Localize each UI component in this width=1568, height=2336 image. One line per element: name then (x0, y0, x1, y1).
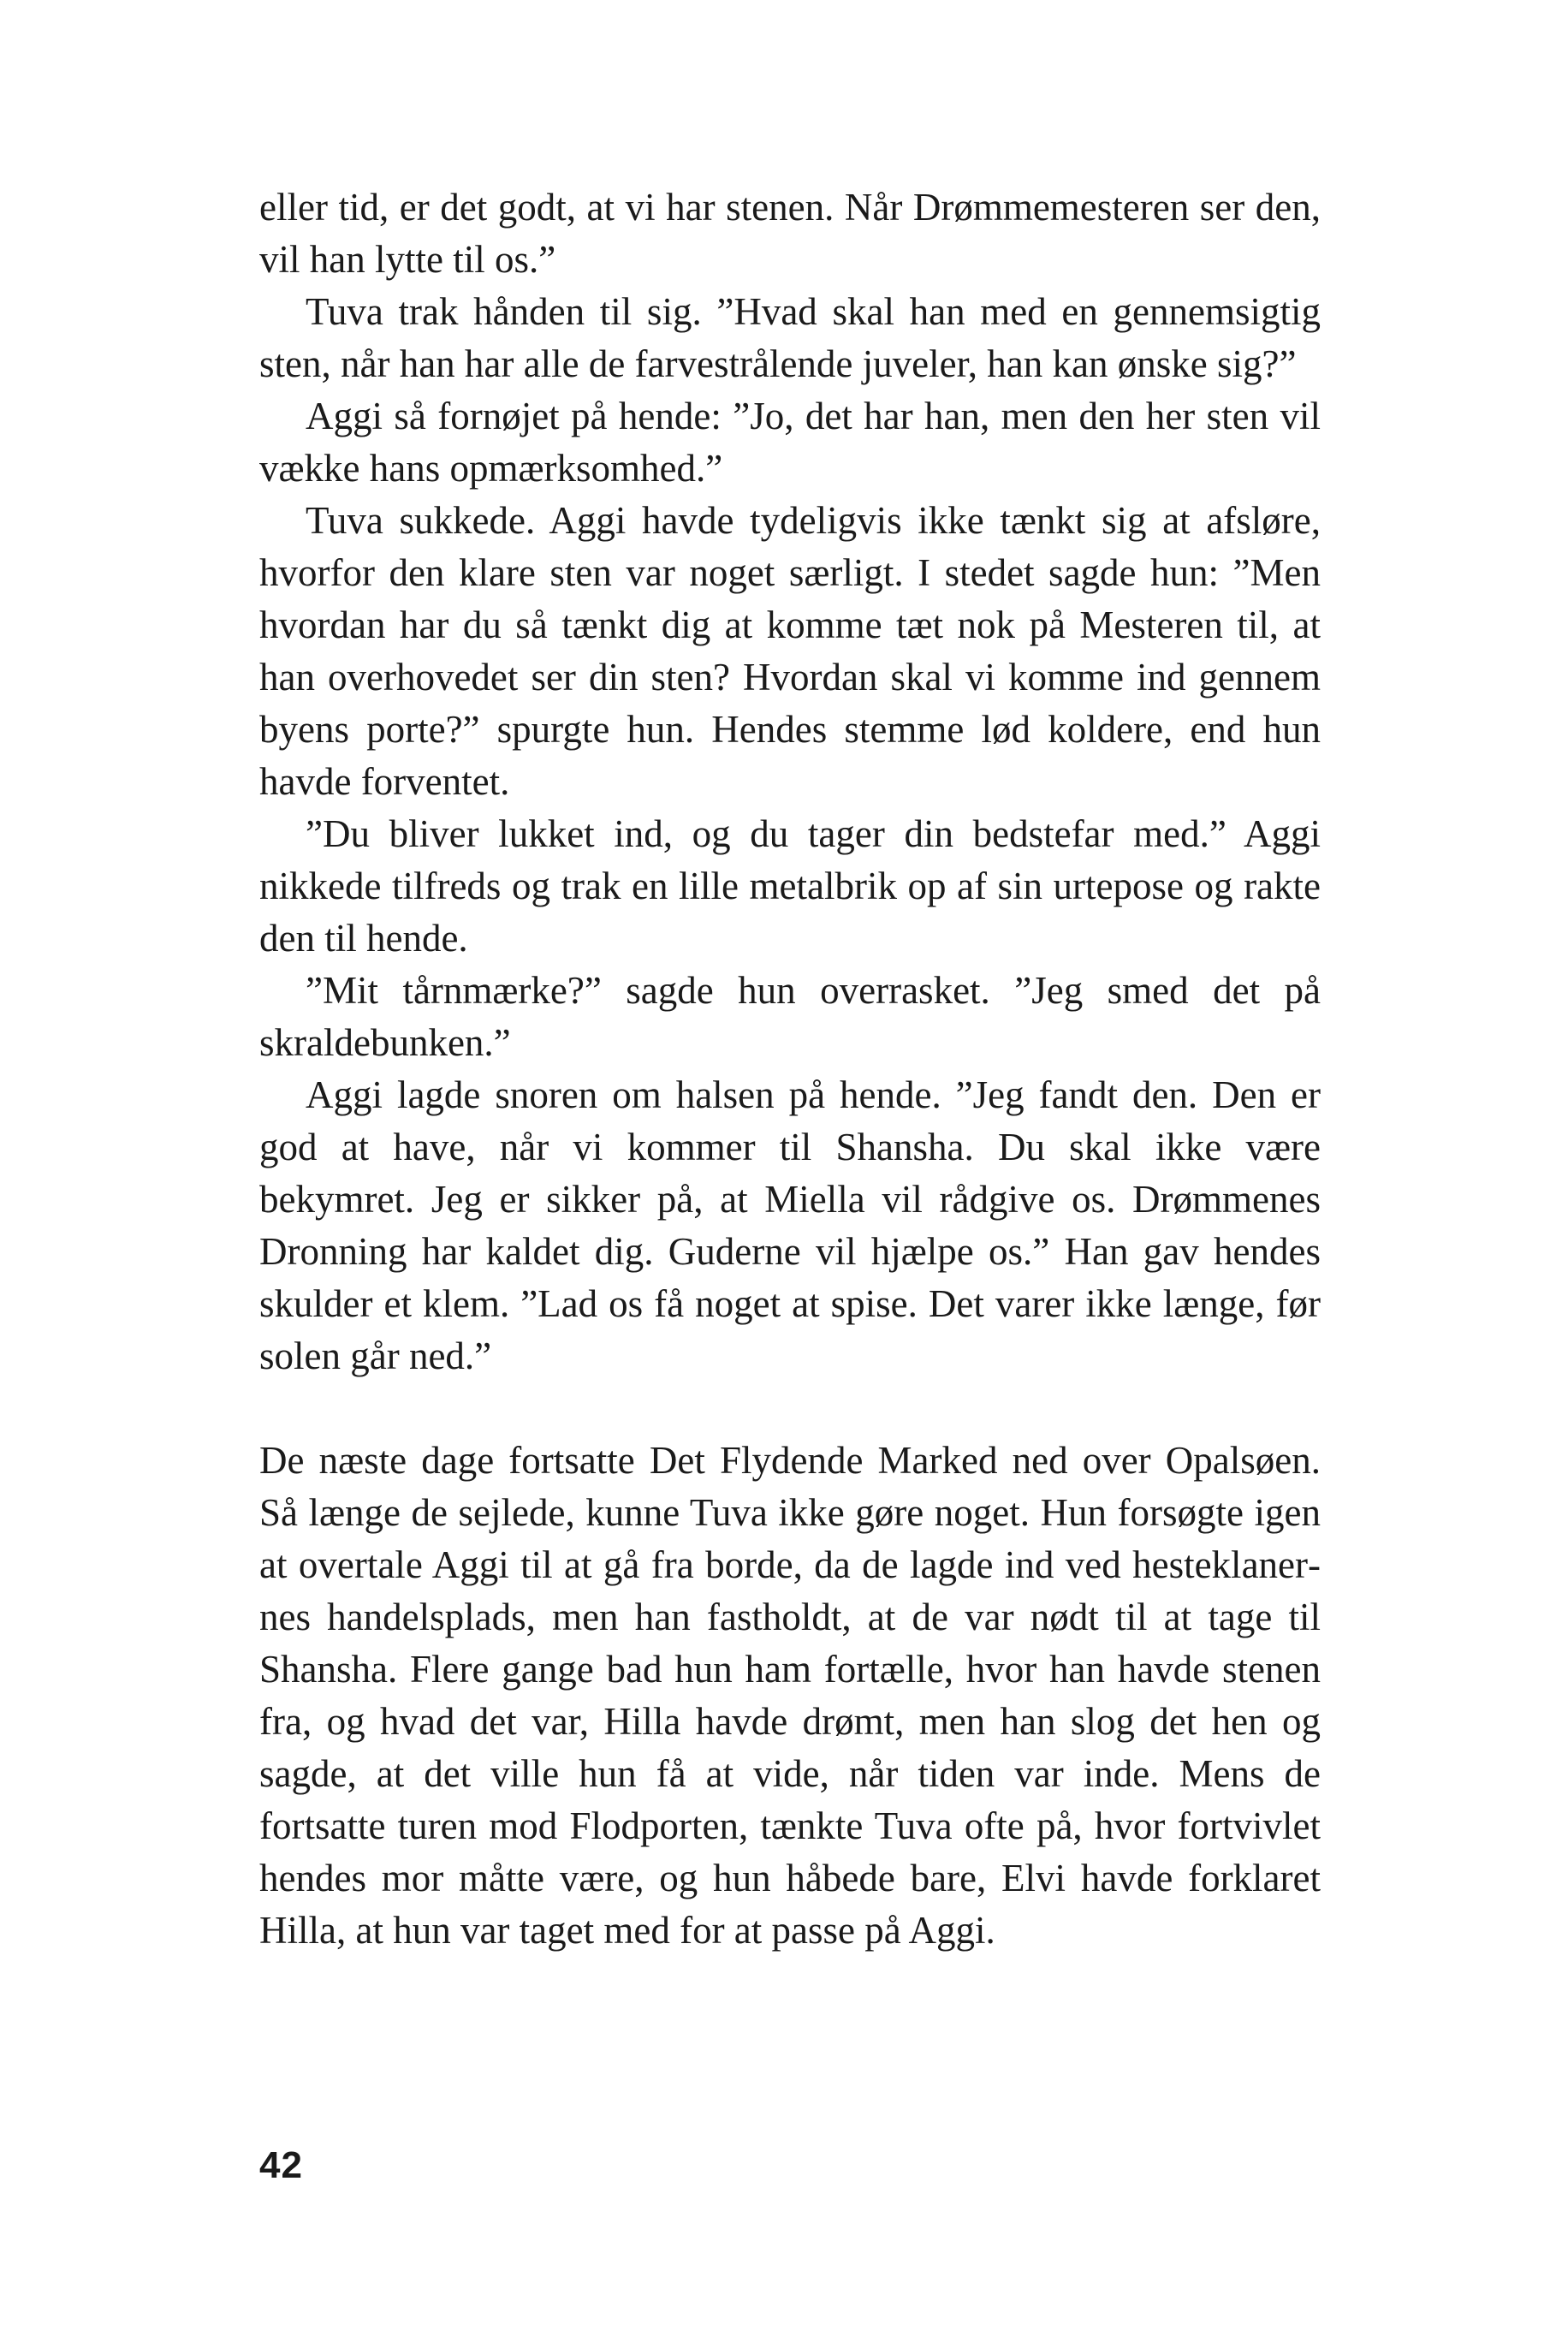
paragraph: ”Du bliver lukket ind, og du tager din bedstefar med.” Aggi nikkede tilfreds og trak en lille metalbrik op af sin urtepose og rakte den til hende. (259, 812, 1321, 960)
page-number: 42 (259, 2144, 303, 2186)
body-text (259, 181, 1321, 1957)
paragraph: ”Mit tårnmærke?” sagde hun overrasket. ”Jeg smed det på skraldebunken.” (259, 969, 1321, 1064)
paragraph: Tuva sukkede. Aggi havde tydeligvis ikke tænkt sig at afsløre, hvorfor den klare sten var noget særligt. I stedet sagde hun: ”Men hvordan har du så tænkt dig at komme tæt nok på Mesteren til, at han overhovedet ser din sten? Hvordan skal vi komme ind gennem byens porte?” spurgte hun. Hendes stemme lød koldere, end hun havde forventet. (259, 499, 1321, 803)
paragraph: Aggi lagde snoren om halsen på hende. ”Jeg fandt den. Den er god at have, når vi kommer til Shansha. Du skal ikke være bekymret. Jeg er sikker på, at Miella vil rådgive os. Drømmenes Dronning har kaldet dig. Guderne vil hjælpe os.” Han gav hendes skulder et klem. ”Lad os få noget at spise. Det varer ikke længe, før solen går ned.” (259, 1073, 1321, 1377)
paragraph: eller tid, er det godt, at vi har stenen. Når Drømmemesteren ser den, vil han lytte til os.” (259, 186, 1321, 281)
section-break (259, 1382, 1321, 1435)
paragraph: Tuva trak hånden til sig. ”Hvad skal han med en gennemsigtig sten, når han har alle de farvestrålende juveler, han kan ønske sig?” (259, 290, 1321, 385)
paragraph: Aggi så fornøjet på hende: ”Jo, det har han, men den her sten vil vække hans opmærksomhed.” (259, 395, 1321, 490)
paragraph: De næste dage fortsatte Det Flydende Marked ned over Opalsøen. Så længe de sejlede, kunne Tuva ikke gøre noget. Hun forsøgte igen at overtale Aggi til at gå fra borde, da de lagde ind ved hesteklanernes handelsplads, men han fastholdt, at de var nødt til at tage til Shansha. Flere gange bad hun ham fortælle, hvor han havde stenen fra, og hvad det var, Hilla havde drømt, men han slog det hen og sagde, at det ville hun få at vide, når tiden var inde. Mens de fortsatte turen mod Flodporten, tænkte Tuva ofte på, hvor fortvivlet hendes mor måtte være, og hun håbede bare, Elvi havde forklaret Hilla, at hun var taget med for at passe på Aggi. (259, 1439, 1321, 1952)
